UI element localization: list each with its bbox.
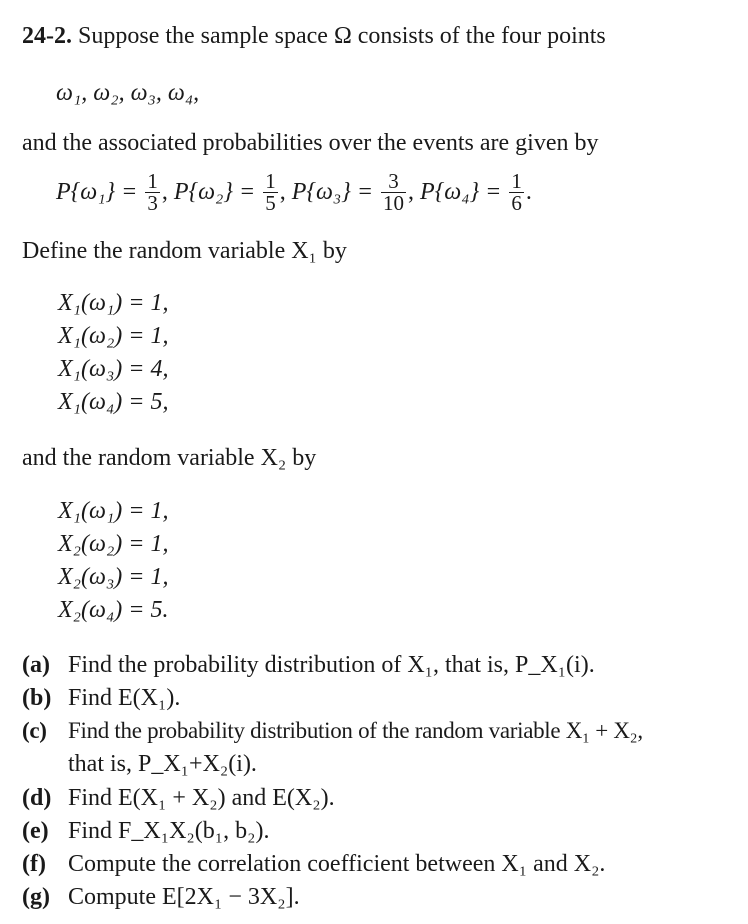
prob-term-4 [420, 168, 532, 215]
x2-intro: and the random variable X₂ by [22, 445, 317, 471]
separator: , [161, 179, 168, 205]
part-g-text: Compute E[2X₁ − 3X₂]. [68, 884, 300, 910]
part-f [22, 849, 605, 879]
prob-fraction-1 [145, 168, 160, 215]
problem-heading [22, 21, 606, 51]
x1-definition-4: X₁(ω₄) = 5, [58, 389, 169, 415]
prob-fraction-2 [263, 168, 278, 215]
part-d-label: (d) [22, 785, 52, 811]
fraction-denominator: 5 [265, 190, 276, 215]
fraction-denominator: 3 [147, 190, 158, 215]
part-c-continuation: that is, P_X₁+X₂(i). [68, 751, 257, 777]
prob-lhs-4: P{ω₄} = [420, 179, 502, 205]
prob-term-2 [173, 168, 292, 215]
part-d [22, 783, 335, 813]
part-b-label: (b) [22, 685, 52, 711]
prob-lhs-3: P{ω₃} = [291, 179, 374, 205]
x2-definition-4: X₂(ω₄) = 5. [58, 597, 169, 623]
prob-term-3 [291, 168, 420, 215]
part-g [22, 882, 300, 912]
problem-intro: Suppose the sample space Ω consists of the four points [78, 23, 606, 49]
problem-number: 24-2. [22, 23, 72, 49]
probability-equation [56, 170, 532, 215]
fraction-denominator: 10 [383, 190, 405, 215]
x1-intro: Define the random variable X₁ by [22, 238, 347, 264]
probability-intro: and the associated probabilities over the events are given by [22, 130, 599, 156]
part-a [22, 650, 595, 680]
part-f-label: (f) [22, 851, 46, 877]
part-a-label: (a) [22, 652, 50, 678]
prob-term-1 [56, 168, 174, 215]
prob-fraction-4 [509, 168, 524, 215]
part-d-text: Find E(X₁ + X₂) and E(X₂). [68, 785, 335, 811]
x1-definition-1: X₁(ω₁) = 1, [58, 290, 169, 316]
part-c-text: Find the probability distribution of the random variable X₁ + X₂, [68, 718, 643, 743]
fraction-numerator: 3 [381, 171, 406, 193]
part-f-text: Compute the correlation coefficient between X₁ and X₂. [68, 851, 606, 877]
part-e [22, 816, 269, 846]
prob-lhs-1: P{ω₁} = [56, 179, 138, 205]
separator: . [525, 179, 532, 205]
separator: , [408, 179, 415, 205]
part-a-text: Find the probability distribution of X₁, that is, P_X₁(i). [68, 652, 595, 678]
part-c [22, 716, 643, 746]
fraction-numerator: 1 [265, 168, 276, 193]
x1-definition-2: X₁(ω₂) = 1, [58, 323, 169, 349]
fraction-denominator: 6 [511, 190, 522, 215]
sample-points: ω₁, ω₂, ω₃, ω₄, [56, 80, 200, 106]
part-b-text: Find E(X₁). [68, 685, 181, 711]
x2-definition-2: X₂(ω₂) = 1, [58, 531, 169, 557]
separator: , [279, 179, 286, 205]
prob-fraction-3 [381, 168, 406, 215]
part-b [22, 683, 180, 713]
prob-lhs-2: P{ω₂} = [173, 179, 256, 205]
part-c-label: (c) [22, 718, 47, 743]
part-e-label: (e) [22, 818, 49, 844]
fraction-numerator: 1 [147, 168, 158, 193]
part-e-text: Find F_X₁X₂(b₁, b₂). [68, 818, 270, 844]
x1-definition-3: X₁(ω₃) = 4, [58, 356, 169, 382]
x2-definition-3: X₂(ω₃) = 1, [58, 564, 169, 590]
x2-definition-1: X₁(ω₁) = 1, [58, 498, 169, 524]
part-g-label: (g) [22, 884, 50, 910]
fraction-numerator: 1 [511, 168, 522, 193]
